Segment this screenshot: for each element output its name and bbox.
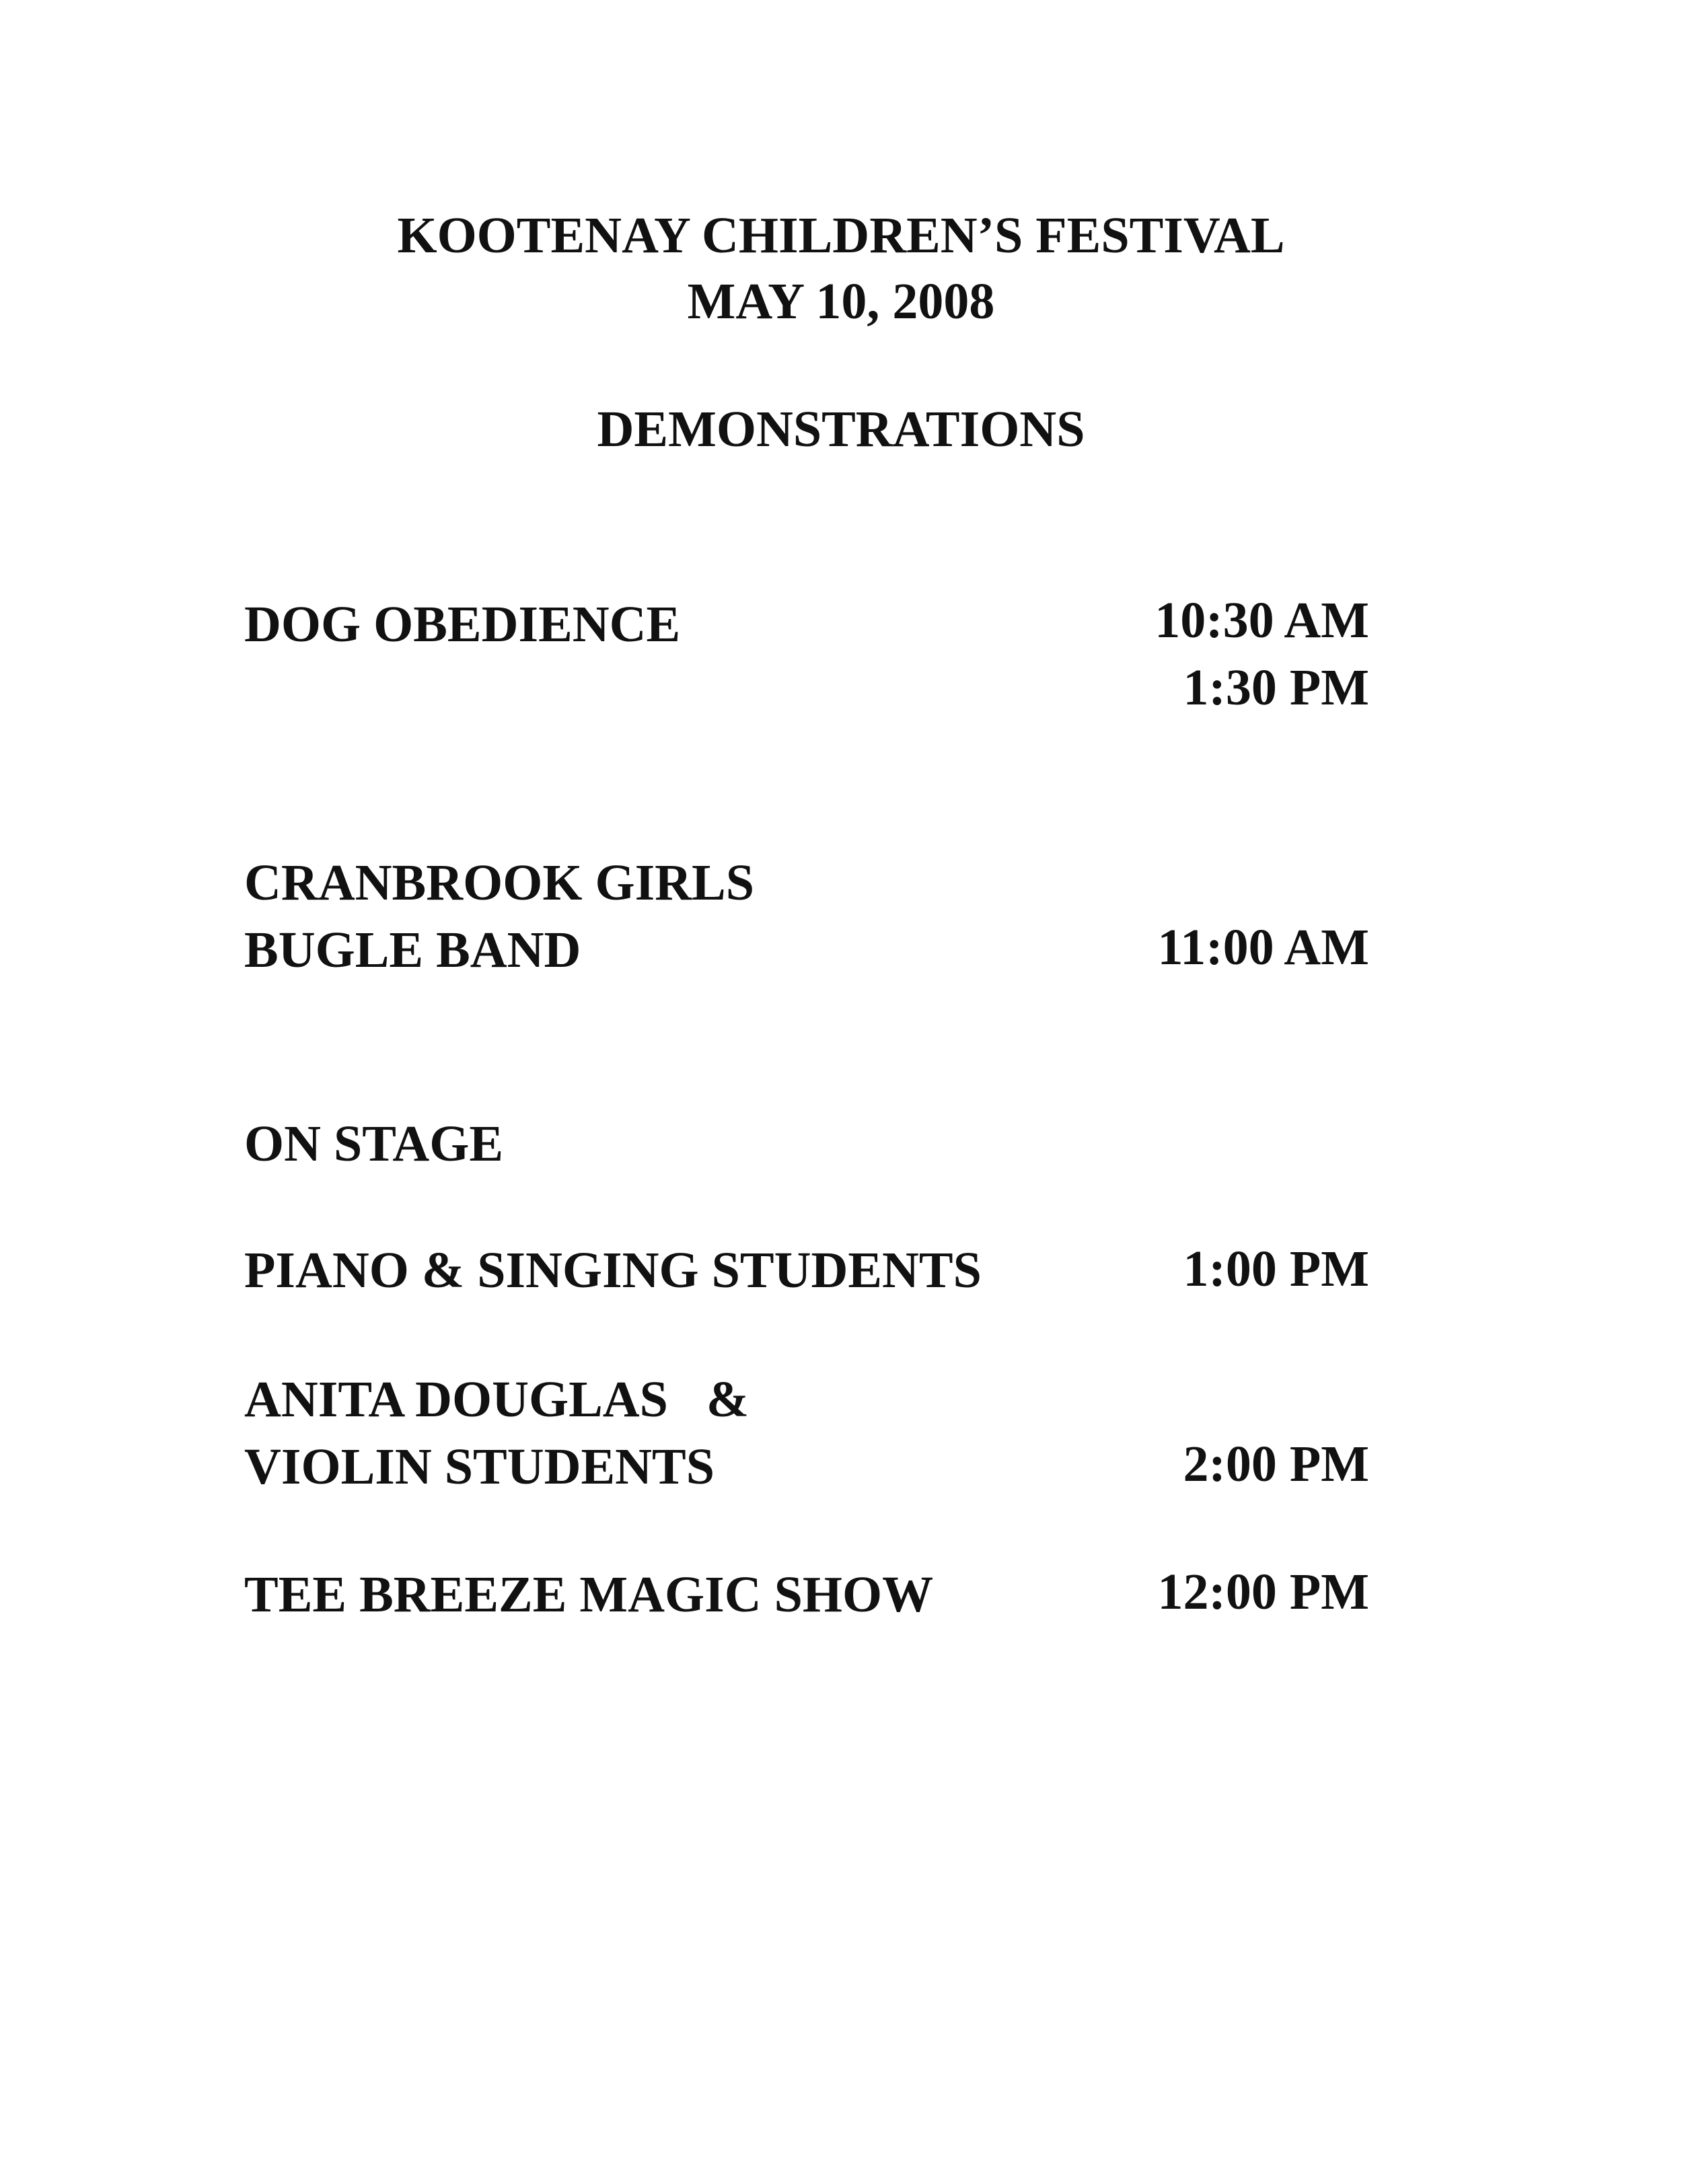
event-name-line: DOG OBEDIENCE (244, 596, 681, 653)
event-times-anita-douglas-violin (1076, 1430, 1369, 1498)
event-name-line: ON STAGE (244, 1116, 504, 1172)
event-time: 11:00 AM (1157, 919, 1369, 976)
event-times-dog-obedience (1076, 587, 1369, 721)
event-name-dog-obedience (244, 591, 680, 658)
event-time: 2:00 PM (1183, 1436, 1369, 1492)
event-name-line: ANITA DOUGLAS & (244, 1371, 749, 1428)
event-time: 1:30 PM (1183, 659, 1369, 716)
subheading-on-stage (244, 1110, 503, 1177)
event-name-anita-douglas-violin (244, 1366, 749, 1500)
event-time: 12:00 PM (1157, 1564, 1369, 1620)
event-name-line: TEE BREEZE MAGIC SHOW (244, 1566, 934, 1623)
event-name-cranbrook-bugle-band (244, 849, 754, 984)
event-times-tee-breeze-magic (1076, 1558, 1369, 1626)
festival-date: MAY 10, 2008 (687, 273, 995, 330)
event-times-cranbrook-bugle-band (1076, 914, 1369, 981)
section-heading: DEMONSTRATIONS (597, 401, 1085, 458)
event-name-piano-singing (244, 1237, 982, 1304)
festival-title: KOOTENAY CHILDREN’S FESTIVAL (397, 207, 1285, 264)
event-name-line: VIOLIN STUDENTS (244, 1439, 715, 1495)
event-times-piano-singing (1076, 1235, 1369, 1303)
event-time: 10:30 AM (1155, 592, 1369, 649)
event-name-line: CRANBROOK GIRLS (244, 854, 754, 911)
event-name-line: PIANO & SINGING STUDENTS (244, 1242, 982, 1299)
event-time: 1:00 PM (1183, 1241, 1369, 1297)
event-name-line: BUGLE BAND (244, 922, 581, 978)
event-name-tee-breeze-magic (244, 1561, 933, 1628)
